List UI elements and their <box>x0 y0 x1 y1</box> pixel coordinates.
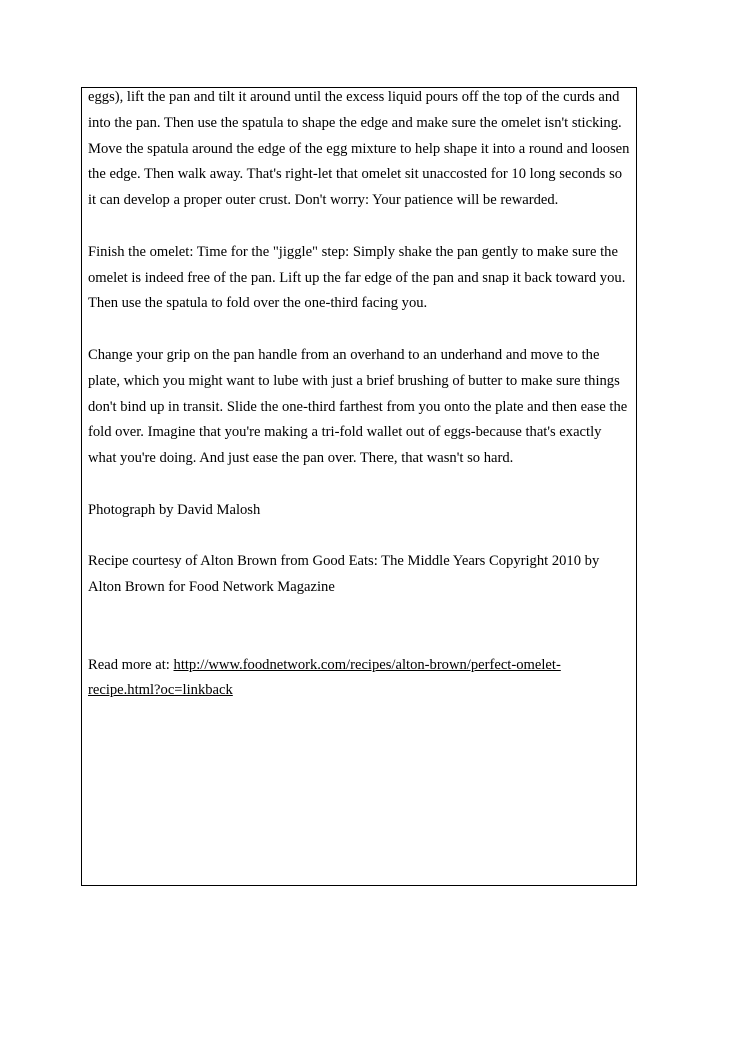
paragraph-spacer <box>88 472 633 498</box>
read-more-label: Read more at: <box>88 656 174 673</box>
paragraph-spacer <box>88 317 633 343</box>
paragraph-omelet-crust: eggs), lift the pan and tilt it around until the excess liquid pours off the top of the curds and into the pan. Then use the spatula to shape the edge and make sure the omelet isn't sticking. Move the spatula around the edge of the egg mixture to help shape it into a round and loosen the edge. Then walk away. That's right-let that omelet sit unaccosted for 10 long seconds so it can develop a proper outer crust. Don't worry: Your patience will be rewarded. <box>88 89 630 209</box>
paragraph-spacer <box>88 601 633 653</box>
paragraph-spacer <box>88 524 633 550</box>
photo-credit: Photograph by David Malosh <box>88 501 261 518</box>
recipe-credit: Recipe courtesy of Alton Brown from Good Eats: The Middle Years Copyright 2010 by Alton Brown for Food Network Magazine <box>88 553 600 596</box>
recipe-source-link[interactable]: http://www.foodnetwork.com/recipes/alton-brown/perfect-omelet-recipe.html?oc=linkback <box>88 656 561 699</box>
paragraph-spacer <box>88 214 633 240</box>
document-body <box>88 85 633 704</box>
paragraph-plate-omelet: Change your grip on the pan handle from an overhand to an underhand and move to the plate, which you might want to lube with just a brief brushing of butter to make sure things don't bind up in transit. Slide the one-third farthest from you onto the plate and then ease the fold over. Imagine that you're making a tri-fold wallet out of eggs-because that's exactly what you're doing. And just ease the pan over. There, that wasn't so hard. <box>88 346 628 467</box>
paragraph-finish-omelet: Finish the omelet: Time for the "jiggle" step: Simply shake the pan gently to make sure the omelet is indeed free of the pan. Lift up the far edge of the pan and snap it back toward you. Then use the spatula to fold over the one-third facing you. <box>88 243 626 312</box>
read-more <box>88 653 633 705</box>
